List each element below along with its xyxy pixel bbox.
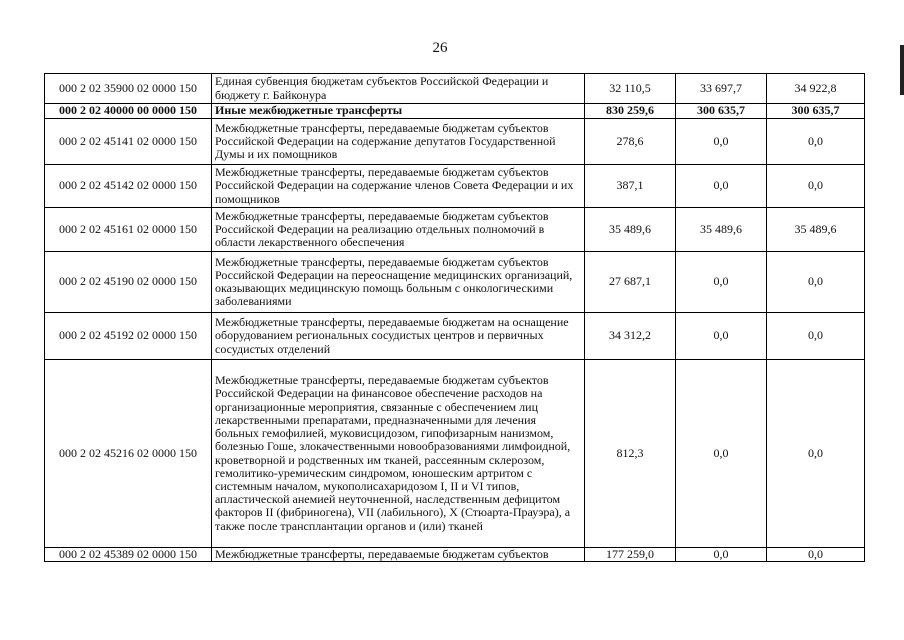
budget-table	[44, 73, 865, 562]
budget-code-cell: 000 2 02 45190 02 0000 150	[45, 252, 212, 313]
amount-year-1-cell: 27 687,1	[585, 252, 676, 313]
amount-year-3-cell: 0,0	[767, 548, 865, 562]
amount-year-1-cell: 32 110,5	[585, 74, 676, 104]
amount-year-3-cell: 0,0	[767, 252, 865, 313]
table-row	[45, 252, 865, 313]
scan-edge-mark	[900, 45, 904, 95]
table-row	[45, 208, 865, 252]
amount-year-1-cell: 34 312,2	[585, 313, 676, 360]
amount-year-1-cell: 35 489,6	[585, 208, 676, 252]
budget-code-cell: 000 2 02 35900 02 0000 150	[45, 74, 212, 104]
budget-code-cell: 000 2 02 45389 02 0000 150	[45, 548, 212, 562]
table-row	[45, 360, 865, 548]
amount-year-3-cell: 0,0	[767, 119, 865, 165]
table-row	[45, 313, 865, 360]
budget-code-cell: 000 2 02 45161 02 0000 150	[45, 208, 212, 252]
amount-year-3-cell: 0,0	[767, 165, 865, 208]
table-row	[45, 165, 865, 208]
amount-year-2-cell: 35 489,6	[676, 208, 767, 252]
amount-year-3-cell: 300 635,7	[767, 104, 865, 119]
amount-year-3-cell: 0,0	[767, 360, 865, 548]
transfer-name-cell: Межбюджетные трансферты, передаваемые бюджетам субъектов Российской Федерации на переоснащение медицинских организаций, оказывающих медицинскую помощь больным с онкологическими заболеваниями	[212, 252, 585, 313]
amount-year-3-cell: 34 922,8	[767, 74, 865, 104]
transfer-name-cell: Межбюджетные трансферты, передаваемые бюджетам субъектов Российской Федерации на финансовое обеспечение расходов на организационные мероприятия, связанные с обеспечением лиц лекарственными препаратами, предназначенными для лечения больных гемофилией, муковисцидозом, гипофизарным нанизмом, болезнью Гоше, злокачественными новообразованиями лимфоидной, кроветворной и родственных им тканей, рассеянным склерозом, гемолитико-уремическим синдромом, юношеским артритом с системным началом, мукополисахаридозом I, II и VI типов, апластической анемией неуточненной, наследственным дефицитом факторов II (фибриногена), VII (лабильного), X (Стюарта-Прауэра), а также после трансплантации органов и (или) тканей	[212, 360, 585, 548]
budget-code-cell: 000 2 02 45141 02 0000 150	[45, 119, 212, 165]
amount-year-1-cell: 812,3	[585, 360, 676, 548]
amount-year-2-cell: 0,0	[676, 548, 767, 562]
transfer-name-cell: Единая субвенция бюджетам субъектов Российской Федерации и бюджету г. Байконура	[212, 74, 585, 104]
transfer-name-cell: Межбюджетные трансферты, передаваемые бюджетам субъектов	[212, 548, 585, 562]
amount-year-2-cell: 0,0	[676, 360, 767, 548]
amount-year-2-cell: 0,0	[676, 119, 767, 165]
transfer-name-cell: Межбюджетные трансферты, передаваемые бюджетам на оснащение оборудованием региональных сосудистых центров и первичных сосудистых отделений	[212, 313, 585, 360]
amount-year-2-cell: 0,0	[676, 165, 767, 208]
transfer-name-cell: Межбюджетные трансферты, передаваемые бюджетам субъектов Российской Федерации на содержание депутатов Государственной Думы и их помощников	[212, 119, 585, 165]
amount-year-2-cell: 0,0	[676, 313, 767, 360]
budget-code-cell: 000 2 02 45142 02 0000 150	[45, 165, 212, 208]
amount-year-3-cell: 0,0	[767, 313, 865, 360]
amount-year-1-cell: 177 259,0	[585, 548, 676, 562]
transfer-name-cell: Иные межбюджетные трансферты	[212, 104, 585, 119]
budget-code-cell: 000 2 02 45216 02 0000 150	[45, 360, 212, 548]
amount-year-1-cell: 278,6	[585, 119, 676, 165]
amount-year-1-cell: 387,1	[585, 165, 676, 208]
transfer-name-cell: Межбюджетные трансферты, передаваемые бюджетам субъектов Российской Федерации на содержание членов Совета Федерации и их помощников	[212, 165, 585, 208]
amount-year-1-cell: 830 259,6	[585, 104, 676, 119]
budget-code-cell: 000 2 02 45192 02 0000 150	[45, 313, 212, 360]
amount-year-2-cell: 33 697,7	[676, 74, 767, 104]
table-row	[45, 74, 865, 104]
page-number: 26	[432, 40, 448, 56]
amount-year-2-cell: 0,0	[676, 252, 767, 313]
table-row	[45, 104, 865, 119]
table-row	[45, 548, 865, 562]
budget-code-cell: 000 2 02 40000 00 0000 150	[45, 104, 212, 119]
table-row	[45, 119, 865, 165]
transfer-name-cell: Межбюджетные трансферты, передаваемые бюджетам субъектов Российской Федерации на реализацию отдельных полномочий в области лекарственного обеспечения	[212, 208, 585, 252]
amount-year-3-cell: 35 489,6	[767, 208, 865, 252]
amount-year-2-cell: 300 635,7	[676, 104, 767, 119]
